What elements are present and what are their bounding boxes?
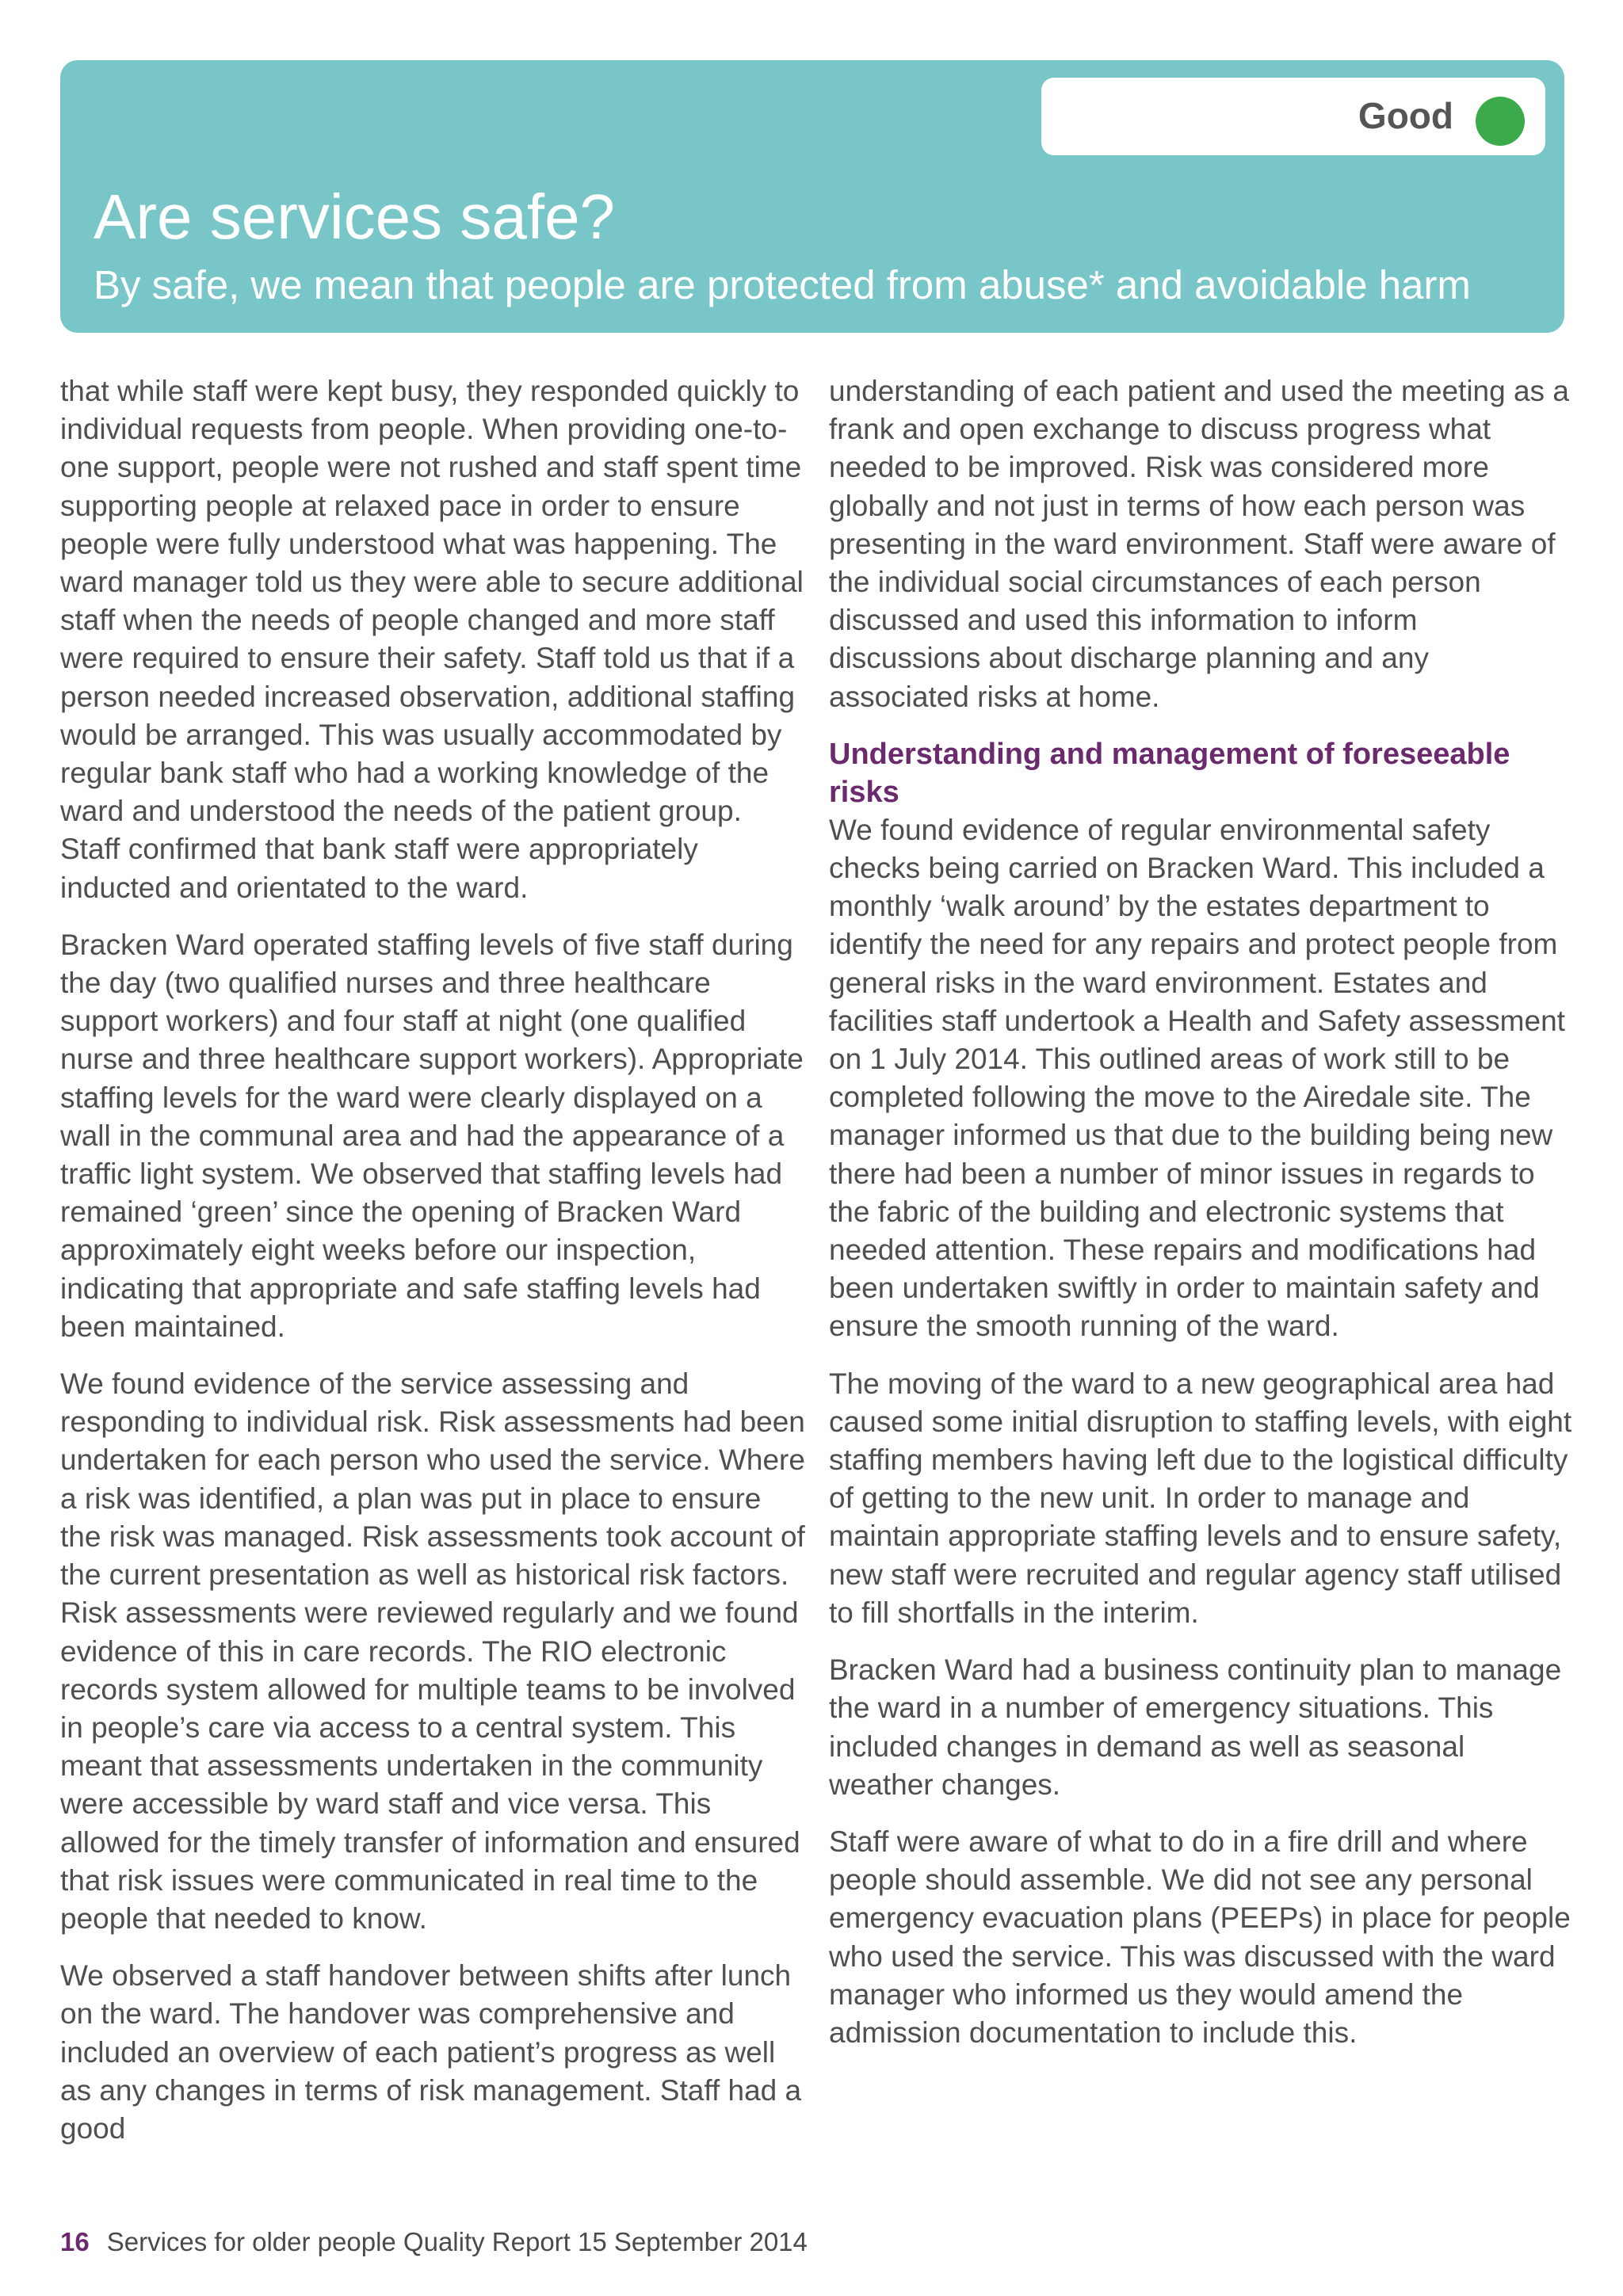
paragraph: Staff were aware of what to do in a fire drill and where people should assemble. We did not see any personal emergency evacuation plans (PEEPs) in place for people who used the service. This was discussed with the ward manager who informed us they would amend the admission documentation to include this. bbox=[829, 1825, 1571, 2049]
paragraph: We found evidence of regular environmental safety checks being carried on Bracken Ward. This included a monthly ‘walk around’ by the estates department to identify the need for any repairs and protect people from general risks in the ward environment. Estates and facilities staff undertook a Health and Safety assessment on 1 July 2014. This outlined areas of work still to be completed following the move to the Airedale site. The manager informed us that due to the building being new there had been a number of minor issues in regards to the fabric of the building and electronic systems that needed attention. These repairs and modifications had been undertaken swiftly in order to maintain safety and ensure the smooth running of the ward. bbox=[829, 813, 1565, 1343]
page-number: 16 bbox=[60, 2227, 90, 2256]
paragraph: The moving of the ward to a new geographical area had caused some initial disruption to staffing levels, with eight staffing members having left due to the logistical difficulty of getting to the new unit. In order to manage and maintain appropriate staffing levels and to ensure safety, new staff were recruited and regular agency staff utilised to fill shortfalls in the interim. bbox=[829, 1367, 1572, 1629]
left-column bbox=[60, 372, 805, 2167]
rating-badge bbox=[1041, 78, 1545, 155]
page-title: Are services safe? bbox=[94, 181, 616, 252]
page-footer bbox=[60, 2225, 808, 2260]
paragraph: We found evidence of the service assessing and responding to individual risk. Risk assessments had been undertaken for each person who used the service. Where a risk was identified, a plan was put in place to ensure the risk was managed. Risk assessments took account of the current presentation as well as historical risk factors. Risk assessments were reviewed regularly and we found evidence of this in care records. The RIO electronic records system allowed for multiple teams to be involved in people’s care via access to a central system. This meant that assessments undertaken in the community were accessible by ward staff and vice versa. This allowed for the timely transfer of information and ensured that risk issues were communicated in real time to the people that needed to know. bbox=[60, 1367, 805, 1935]
paragraph: Bracken Ward had a business continuity plan to manage the ward in a number of emergency situations. This included changes in demand as well as seasonal weather changes. bbox=[829, 1653, 1562, 1801]
page-subtitle: By safe, we mean that people are protected from abuse* and avoidable harm bbox=[94, 262, 1471, 307]
paragraph: understanding of each patient and used the meeting as a frank and open exchange to discuss progress what needed to be improved. Risk was considered more globally and not just in terms of how each person was presenting in the ward environment. Staff were aware of the individual social circumstances of each person discussed and used this information to inform discussions about discharge planning and any associated risks at home. bbox=[829, 375, 1569, 713]
section-heading: Understanding and management of foreseeable risks bbox=[829, 737, 1510, 809]
paragraph: We observed a staff handover between shifts after lunch on the ward. The handover was comprehensive and included an overview of each patient’s progress as well as any changes in terms of risk management. Staff had a good bbox=[60, 1959, 802, 2145]
rating-dot-icon bbox=[1476, 97, 1525, 146]
paragraph: Bracken Ward operated staffing levels of five staff during the day (two qualified nurses and three healthcare support workers) and four staff at night (one qualified nurse and three healthcare support workers). Appropriate staffing levels for the ward were clearly displayed on a wall in the communal area and had the appearance of a traffic light system. We observed that staffing levels had remained ‘green’ since the opening of Bracken Ward approximately eight weeks before our inspection, indicating that appropriate and safe staffing levels had been maintained. bbox=[60, 928, 804, 1343]
section-banner bbox=[60, 60, 1564, 333]
right-column bbox=[829, 372, 1574, 2071]
paragraph: that while staff were kept busy, they responded quickly to individual requests from people. When providing one-to-one support, people were not rushed and staff spent time supporting people at relaxed pace in order to ensure people were fully understood what was happening. The ward manager told us they were able to secure additional staff when the needs of people changed and more staff were required to ensure their safety. Staff told us that if a person needed increased observation, additional staffing would be arranged. This was usually accommodated by regular bank staff who had a working knowledge of the ward and understood the needs of the patient group. Staff confirmed that bank staff were appropriately inducted and orientated to the ward. bbox=[60, 375, 804, 904]
footer-text: Services for older people Quality Report 15 September 2014 bbox=[106, 2227, 808, 2256]
rating-label: Good bbox=[1358, 95, 1453, 136]
